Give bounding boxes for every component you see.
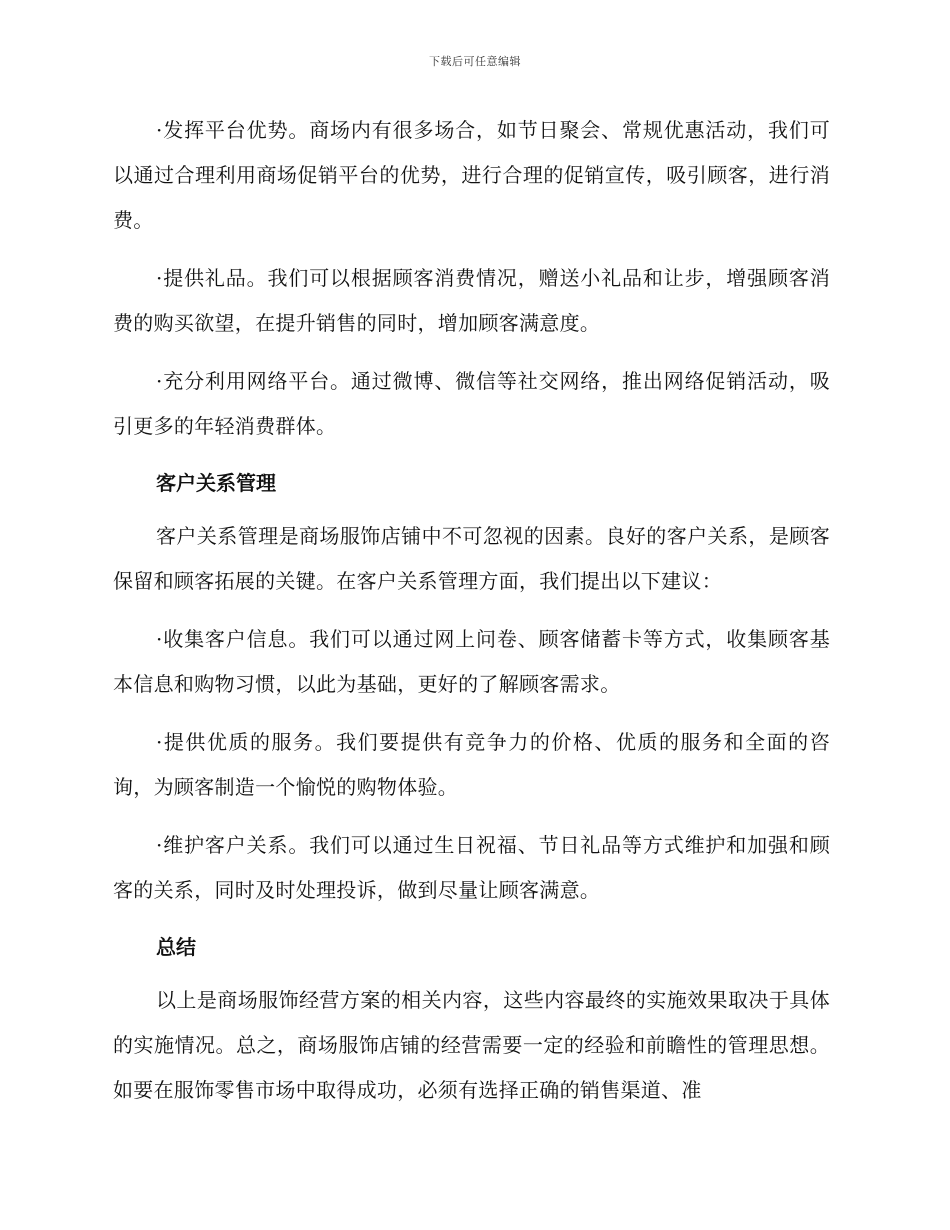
crm-intro-paragraph: 客户关系管理是商场服饰店铺中不可忽视的因素。良好的客户关系，是顾客保留和顾客拓展的关键。在客户关系管理方面，我们提出以下建议：: [113, 524, 830, 593]
bullet-paragraph-platform: ·发挥平台优势。商场内有很多场合，如节日聚会、常规优惠活动，我们可以通过合理利用商场促销平台的优势，进行合理的促销宣传，吸引顾客，进行消费。: [113, 118, 830, 232]
crm-item-maintain-relations: ·维护客户关系。我们可以通过生日祝福、节日礼品等方式维护和加强和顾客的关系，同时及时处理投诉，做到尽量让顾客满意。: [113, 833, 830, 902]
document-body: [113, 108, 830, 1126]
page-header: 下载后可任意编辑: [429, 55, 521, 68]
section-heading-crm: 客户关系管理: [156, 471, 276, 495]
section-heading-summary: 总结: [156, 935, 196, 959]
bullet-paragraph-network: ·充分利用网络平台。通过微博、微信等社交网络，推出网络促销活动，吸引更多的年轻消费群体。: [113, 369, 830, 438]
crm-item-quality-service: ·提供优质的服务。我们要提供有竞争力的价格、优质的服务和全面的咨询，为顾客制造一个愉悦的购物体验。: [113, 730, 830, 799]
summary-paragraph: 以上是商场服饰经营方案的相关内容，这些内容最终的实施效果取决于具体的实施情况。总之，商场服饰店铺的经营需要一定的经验和前瞻性的管理思想。如要在服饰零售市场中取得成功，必须有选择正确的销售渠道、准: [113, 988, 830, 1102]
bullet-paragraph-gifts: ·提供礼品。我们可以根据顾客消费情况，赠送小礼品和让步，增强顾客消费的购买欲望，在提升销售的同时，增加顾客满意度。: [113, 266, 830, 335]
crm-item-collect-info: ·收集客户信息。我们可以通过网上问卷、顾客储蓄卡等方式，收集顾客基本信息和购物习惯，以此为基础，更好的了解顾客需求。: [113, 627, 830, 696]
